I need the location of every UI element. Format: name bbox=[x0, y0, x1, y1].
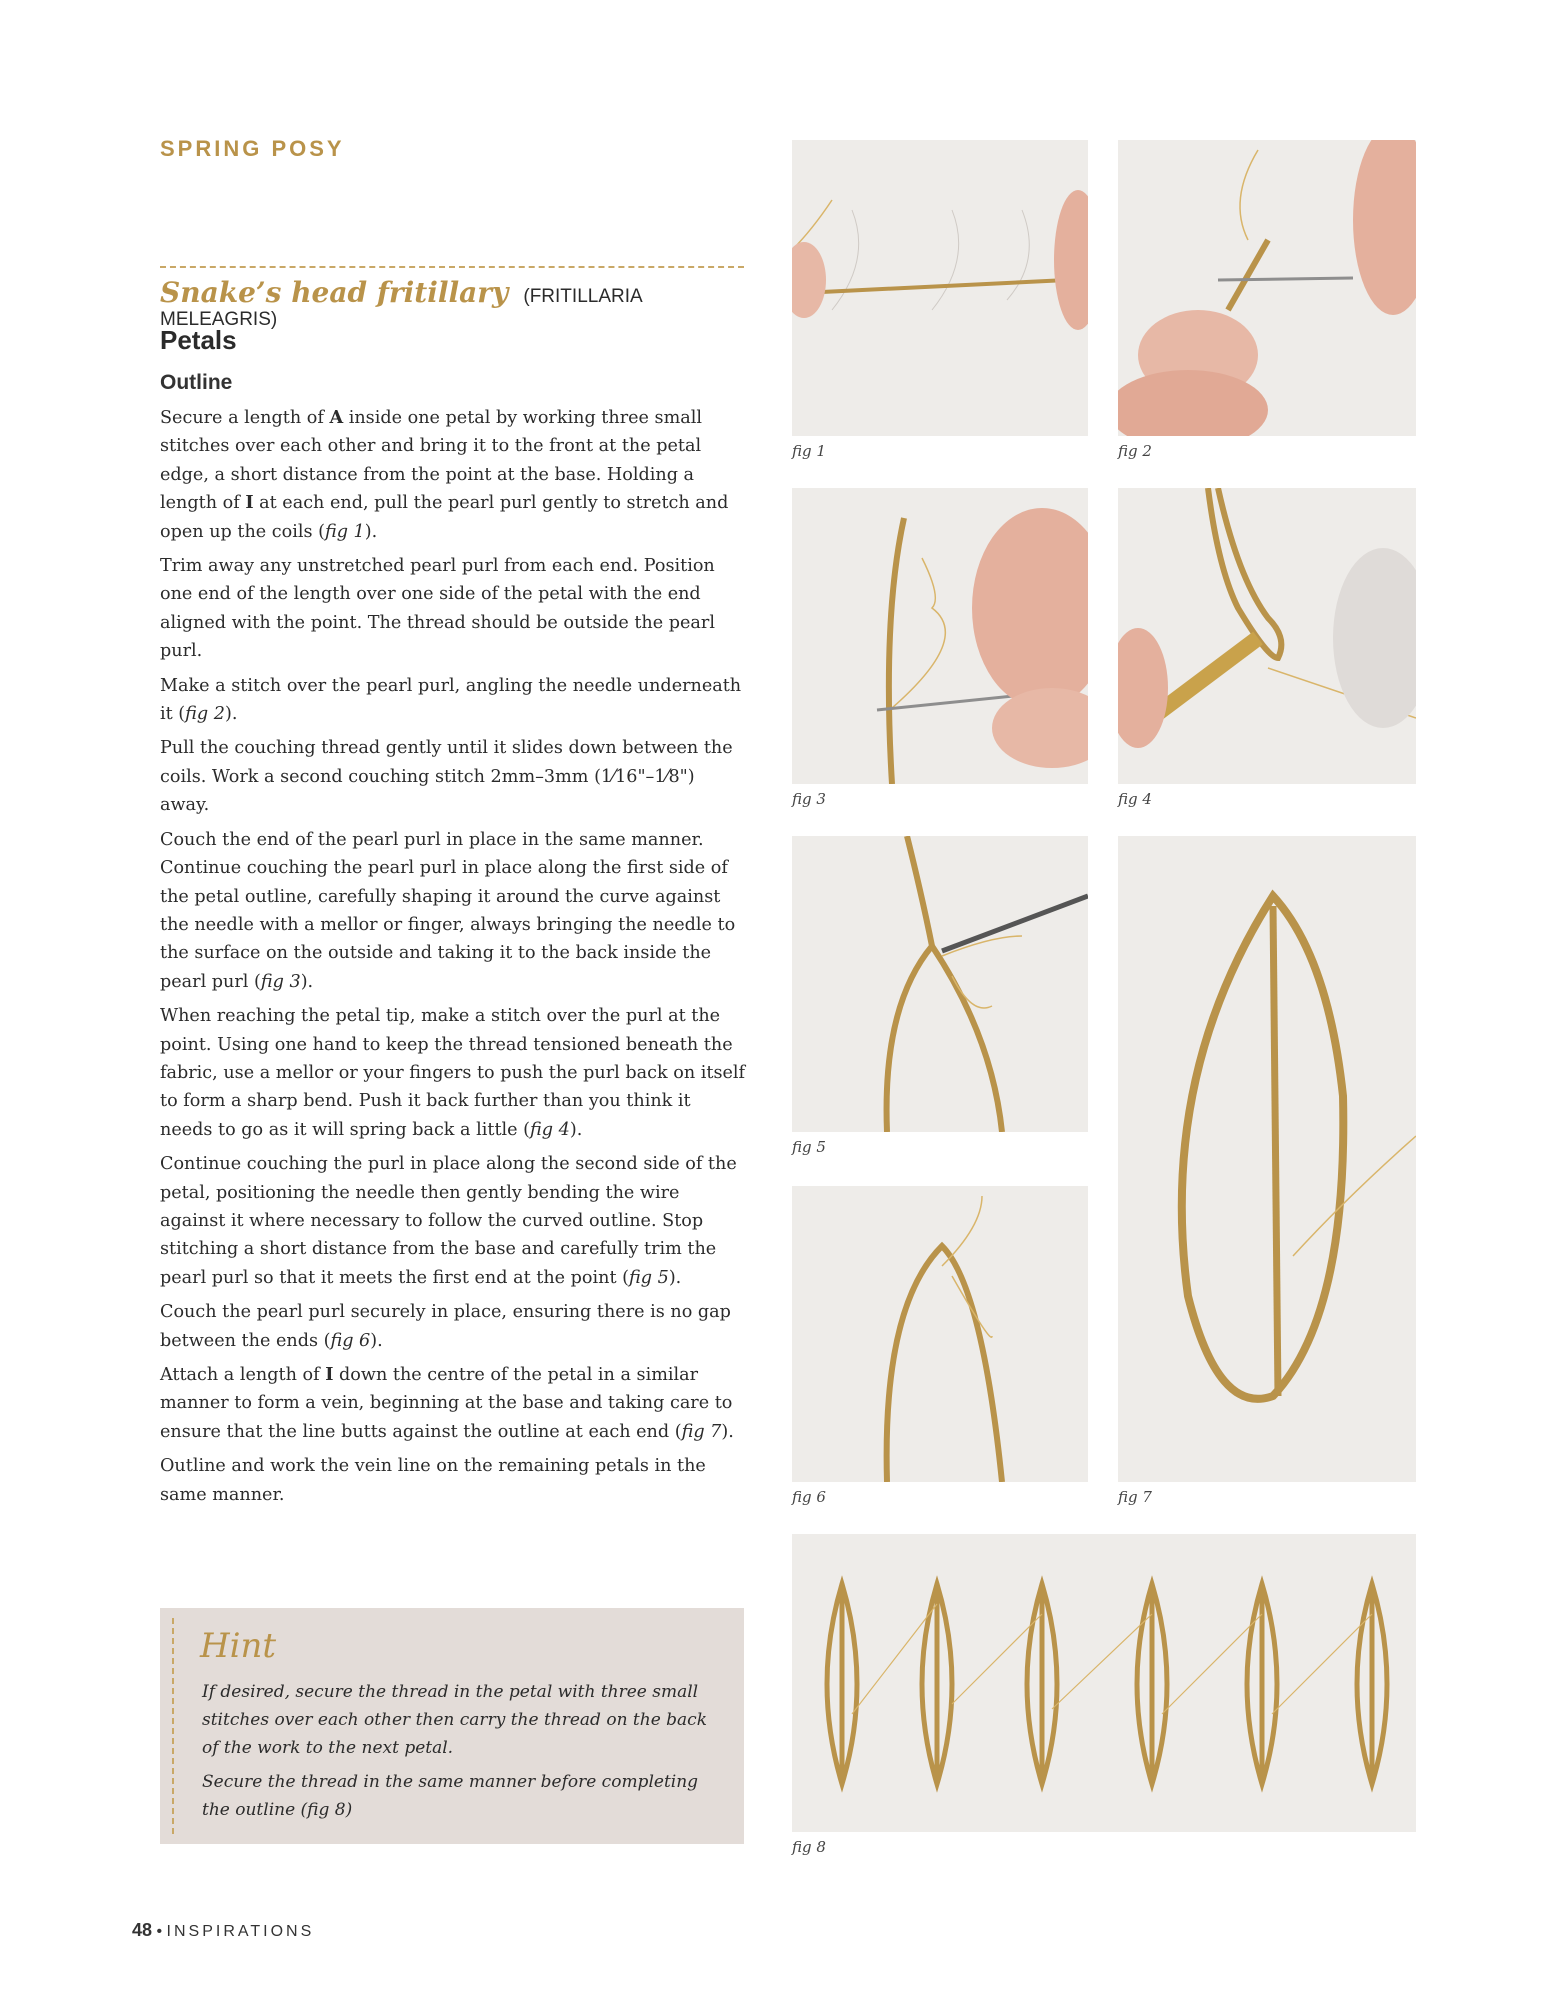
instruction-paragraph: Outline and work the vein line on the remaining petals in the same manner. bbox=[160, 1456, 706, 1505]
figure-1-photo bbox=[792, 140, 1088, 436]
figure-7-caption: fig 7 bbox=[1118, 1488, 1152, 1506]
hint-title: Hint bbox=[200, 1626, 277, 1666]
subheading-outline: Outline bbox=[160, 371, 233, 394]
figure-7-photo bbox=[1118, 836, 1416, 1482]
figure-4-caption: fig 4 bbox=[1118, 790, 1152, 808]
figure-2-photo bbox=[1118, 140, 1416, 436]
instruction-paragraph: When reaching the petal tip, make a stitch over the purl at the point. Using one hand to keep the thread tensioned beneath the fabric, use a mellor or your fingers to push the purl back on itself to form a sharp bend. Push it back further than you think it needs to go as it will spring back a little (fig 4). bbox=[160, 1006, 746, 1140]
figure-8-caption: fig 8 bbox=[792, 1838, 826, 1856]
heading-petals: Petals bbox=[160, 325, 237, 355]
figure-3-caption: fig 3 bbox=[792, 790, 826, 808]
instruction-paragraph: Continue couching the purl in place along the second side of the petal, positioning the needle then gently bending the wire against it where necessary to follow the curved outline. Stop stitching a short distance from the base and carefully trim the pearl purl so that it meets the first end at the point (fig 5). bbox=[160, 1154, 737, 1288]
hint-text bbox=[202, 1678, 722, 1830]
hint-box bbox=[160, 1608, 744, 1844]
figure-2-caption: fig 2 bbox=[1118, 442, 1152, 460]
instruction-paragraph: Trim away any unstretched pearl purl from each end. Position one end of the length over one side of the petal with the end aligned with the point. The thread should be outside the pearl purl. bbox=[160, 556, 715, 662]
figure-5-photo bbox=[792, 836, 1088, 1132]
instruction-paragraph: Secure a length of A inside one petal by working three small stitches over each other and bring it to the front at the petal edge, a short distance from the point at the base. Holding a length of I at each end, pull the pearl purl gently to stretch and open up the coils (fig 1). bbox=[160, 407, 729, 542]
instruction-paragraph: Make a stitch over the pearl purl, angling the needle underneath it (fig 2). bbox=[160, 675, 742, 725]
figure-8-photo bbox=[792, 1534, 1416, 1832]
title-line bbox=[160, 276, 750, 331]
publication-name: INSPIRATIONS bbox=[166, 1923, 315, 1940]
page-number: 48 bbox=[132, 1920, 153, 1940]
plant-latin-name: (FRITILLARIA MELEAGRIS) bbox=[160, 286, 642, 330]
footer-separator: • bbox=[156, 1923, 163, 1940]
figure-3-photo bbox=[792, 488, 1088, 784]
figure-4-photo bbox=[1118, 488, 1416, 784]
figure-5-caption: fig 5 bbox=[792, 1138, 826, 1156]
hint-dashed-rule bbox=[172, 1618, 174, 1834]
figure-1-caption: fig 1 bbox=[792, 442, 826, 460]
instruction-paragraph: Pull the couching thread gently until it slides down between the coils. Work a second couching stitch 2mm–3mm (1⁄16"–1⁄8") away. bbox=[160, 738, 733, 816]
instructions-text bbox=[160, 404, 746, 1515]
hint-line: Secure the thread in the same manner before completing the outline (fig 8) bbox=[202, 1772, 699, 1820]
figure-6-photo bbox=[792, 1186, 1088, 1482]
figure-6-caption: fig 6 bbox=[792, 1488, 826, 1506]
dashed-divider bbox=[160, 266, 744, 268]
page-footer bbox=[132, 1920, 314, 1941]
instruction-paragraph: Couch the pearl purl securely in place, ensuring there is no gap between the ends (fig 6). bbox=[160, 1302, 731, 1351]
plant-common-name: Snake’s head fritillary bbox=[160, 276, 509, 309]
hint-line: If desired, secure the thread in the petal with three small stitches over each other then carry the thread on the back of the work to the next petal. bbox=[202, 1682, 708, 1758]
instruction-paragraph: Attach a length of I down the centre of the petal in a similar manner to form a vein, beginning at the base and taking care to ensure that the line butts against the outline at each end (fig 7). bbox=[160, 1364, 734, 1442]
section-label: SPRING POSY bbox=[160, 136, 345, 161]
instruction-paragraph: Couch the end of the pearl purl in place in the same manner. Continue couching the pearl purl in place along the first side of the petal outline, carefully shaping it around the curve against the needle with a mellor or finger, always bringing the needle to the surface on the outside and taking it to the back inside the pearl purl (fig 3). bbox=[160, 829, 736, 992]
